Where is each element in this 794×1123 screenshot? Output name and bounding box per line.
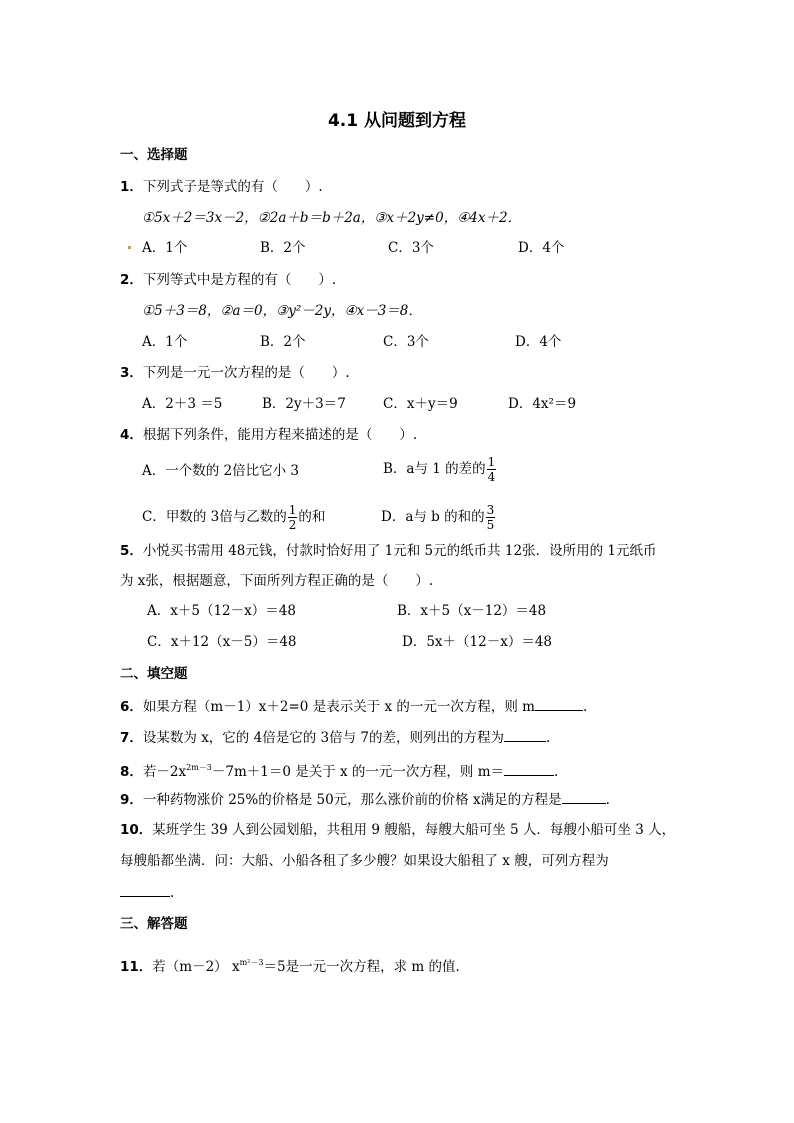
- option-c: C．x＋y＝9: [383, 396, 458, 412]
- option-c: [142, 503, 325, 532]
- option-b: B．2个: [260, 240, 306, 256]
- period: .: [554, 764, 559, 780]
- question-7: [120, 727, 550, 748]
- denominator: 2: [288, 518, 297, 532]
- denominator: 4: [487, 470, 496, 484]
- item: ②2a＋b＝b＋2a，: [257, 210, 375, 226]
- option-a: A．x＋5（12－x）＝48: [147, 603, 296, 619]
- question-text: 某班学生 39 人到公园划船，共租用 9 艘船，每艘大船可坐 5 人．每艘小船可坐 3 人，: [152, 822, 676, 838]
- period: .: [545, 730, 551, 746]
- question-text: 下列等式中是方程的有（ ）.: [142, 272, 337, 288]
- option-d: [381, 503, 496, 532]
- option-c-suffix: 的和: [298, 509, 326, 525]
- question-3: [120, 363, 350, 383]
- option-b: B．2y＋3＝7: [262, 396, 346, 412]
- question-2: [120, 270, 336, 290]
- option-b: B．2个: [260, 334, 306, 350]
- numerator: 1: [487, 455, 496, 469]
- question-text: －7m＋1＝0 是关于 x 的一元一次方程，则 m＝: [211, 764, 505, 780]
- question-8: [120, 758, 558, 782]
- question-number: 8．: [120, 764, 143, 780]
- answer-blank[interactable]: [504, 727, 546, 742]
- question-2-items: [142, 301, 422, 321]
- item: ③x＋2y≠0，: [374, 210, 458, 226]
- denominator: 5: [486, 518, 495, 532]
- question-number: 5．: [120, 543, 143, 559]
- fraction: [487, 455, 497, 484]
- question-number: 6．: [120, 699, 143, 715]
- item: ④4x＋2．: [457, 210, 522, 226]
- option-d: D．4个: [515, 334, 562, 350]
- question-1: [120, 177, 323, 197]
- option-d-text: D．a与 b 的和的: [381, 509, 485, 525]
- fraction: [486, 503, 496, 532]
- answer-blank[interactable]: [535, 696, 583, 711]
- option-c-text: C．甲数的 3倍与乙数的: [142, 509, 287, 525]
- question-number: 7．: [120, 730, 143, 746]
- period: .: [605, 792, 610, 808]
- question-11: [120, 953, 469, 977]
- option-d: D．5x＋（12－x）＝48: [402, 634, 552, 650]
- option-b-text: B．a与 1 的差的: [383, 461, 486, 477]
- question-number: 4．: [120, 427, 143, 443]
- answer-blank[interactable]: [562, 789, 606, 804]
- question-number: 10．: [120, 822, 153, 838]
- item: ④x－3＝8．: [344, 303, 422, 319]
- question-number: 9．: [120, 792, 143, 808]
- option-a: A．1个: [142, 240, 188, 256]
- option-c: C．3个: [388, 240, 434, 256]
- item: ③y²－2y，: [276, 303, 345, 319]
- numerator: 3: [486, 503, 495, 517]
- question-text: 根据下列条件，能用方程来描述的是（ ）.: [142, 427, 418, 443]
- option-d: D．4个: [518, 240, 565, 256]
- question-5: [120, 541, 657, 561]
- answer-blank[interactable]: [504, 761, 554, 776]
- question-6: [120, 696, 587, 717]
- answer-blank[interactable]: [120, 882, 170, 897]
- question-4: [120, 425, 417, 445]
- question-text: 下列式子是等式的有（ ）.: [142, 179, 323, 195]
- section-heading-fill: 二、填空题: [120, 666, 188, 682]
- period: .: [582, 699, 588, 715]
- stray-mark: [128, 246, 131, 249]
- question-text: 设某数为 x，它的 4倍是它的 3倍与 7的差，则列出的方程为: [142, 730, 504, 746]
- item: ①5x＋2＝3x－2，: [142, 210, 258, 226]
- question-text: ＝5是一元一次方程，求 m 的值．: [263, 959, 469, 975]
- numerator: 1: [288, 503, 297, 517]
- question-10: [120, 820, 675, 840]
- section-heading-choice: 一、选择题: [120, 147, 188, 163]
- exponent: m²－3: [239, 958, 264, 967]
- question-number: 2．: [120, 272, 143, 288]
- question-5-cont: 为 x张，根据题意，下面所列方程正确的是（ ）.: [120, 573, 434, 589]
- fraction: [288, 503, 298, 532]
- question-number: 1．: [120, 179, 143, 195]
- option-c: C．3个: [383, 334, 429, 350]
- question-10-answer: [120, 882, 174, 903]
- question-text: 一种药物涨价 25%的价格是 50元，那么涨价前的价格 x满足的方程是: [142, 792, 562, 808]
- item: ①5＋3＝8，: [142, 303, 221, 319]
- option-b: B．x＋5（x－12）＝48: [397, 603, 547, 619]
- option-b: [383, 455, 497, 484]
- question-10-cont: 每艘船都坐满．问：大船、小船各租了多少艘？如果设大船租了 x 艘，可列方程为: [120, 853, 609, 869]
- equation-start: 若（m－2） x: [152, 959, 240, 975]
- page-title: 4.1 从问题到方程: [327, 111, 467, 131]
- question-9: [120, 789, 610, 810]
- option-a: A．2＋3 ＝5: [142, 396, 223, 412]
- question-text: 下列是一元一次方程的是（ ）.: [142, 365, 350, 381]
- option-c: C．x＋12（x－5）＝48: [147, 634, 297, 650]
- question-text: 小悦买书需用 48元钱，付款时恰好用了 1元和 5元的纸币共 12张．设所用的 1元纸币: [142, 543, 657, 559]
- exponent: 2m－3: [186, 763, 212, 772]
- question-number: 3．: [120, 365, 143, 381]
- question-1-items: [142, 208, 521, 228]
- option-a: A．一个数的 2倍比它小 3: [142, 463, 300, 479]
- section-heading-solve: 三、解答题: [120, 916, 188, 932]
- question-number: 11．: [120, 959, 153, 975]
- option-a: A．1个: [142, 334, 188, 350]
- equation-start: 若－2x: [142, 764, 187, 780]
- period: .: [170, 885, 175, 901]
- option-d: D．4x²＝9: [508, 396, 577, 412]
- item: ②a＝0，: [220, 303, 277, 319]
- question-text: 如果方程（m－1）x＋2=0 是表示关于 x 的一元一次方程，则 m: [142, 699, 535, 715]
